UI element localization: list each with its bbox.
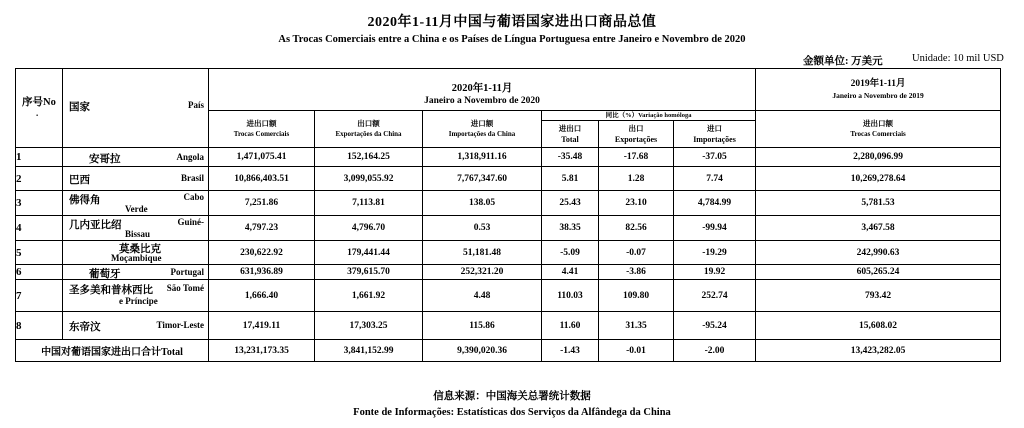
cell-var-exp: 31.35 <box>599 312 674 340</box>
cell-exp: 17,303.25 <box>315 312 423 340</box>
col-total-pt: Trocas Comerciais <box>233 130 290 138</box>
cell-var-exp: 82.56 <box>599 216 674 241</box>
cell-total: 230,622.92 <box>209 241 315 265</box>
unit-label-cn: 金额单位: 万美元 <box>803 56 883 67</box>
cell-total: 10,866,403.51 <box>209 167 315 191</box>
cell-var-exp: -17.68 <box>599 148 674 167</box>
unit-label-pt: Unidade: 10 mil USD <box>912 53 1004 64</box>
row-number: 8 <box>16 312 63 340</box>
row-number: 1 <box>16 148 63 167</box>
country-name-pt: Cabo <box>183 192 204 202</box>
col-var-total-pt: Total <box>561 135 579 144</box>
period-2019-pt: Janeiro a Novembro de 2019 <box>832 91 924 100</box>
country-name-cn: 佛得角 <box>69 195 101 206</box>
col-var-exp-cn: 出口 <box>628 124 644 133</box>
cell-imp: 0.53 <box>423 216 542 241</box>
cell-exp: 1,661.92 <box>315 280 423 312</box>
cell-var-total: -5.09 <box>542 241 599 265</box>
row-number: 6 <box>16 265 63 280</box>
cell-2019: 15,608.02 <box>756 312 1001 340</box>
cell-2019: 793.42 <box>756 280 1001 312</box>
country-name-cn: 几内亚比绍 <box>69 220 122 231</box>
table-row <box>16 280 1001 312</box>
variation-group-header: 同比（%）Variação homóloga <box>605 112 692 119</box>
trade-table <box>15 68 1001 362</box>
row-number: 4 <box>16 216 63 241</box>
country-name-cn: 安哥拉 <box>89 154 121 165</box>
cell-total: 631,936.89 <box>209 265 315 280</box>
col-var-exp-pt: Exportações <box>614 135 658 144</box>
cell-imp: 51,181.48 <box>423 241 542 265</box>
col-exp-cn: 出口额 <box>357 119 380 128</box>
country-name-pt-line2: Verde <box>125 204 148 214</box>
country-name-pt: Timor-Leste <box>156 320 204 330</box>
cell-var-total: 4.41 <box>542 265 599 280</box>
cell-exp: 379,615.70 <box>315 265 423 280</box>
country-name-pt: Guiné- <box>177 217 204 227</box>
cell-2019: 3,467.58 <box>756 216 1001 241</box>
cell-var-imp: -99.94 <box>674 216 756 241</box>
cell-var-imp: -37.05 <box>674 148 756 167</box>
cell-var-exp: 1.28 <box>599 167 674 191</box>
cell-var-imp: -19.29 <box>674 241 756 265</box>
country-name-pt: São Tomé <box>166 283 204 293</box>
cell-var-exp: 23.10 <box>599 191 674 216</box>
cell-var-total: 110.03 <box>542 280 599 312</box>
cell-exp: 3,099,055.92 <box>315 167 423 191</box>
country-name-cn: 莫桑比克 <box>119 244 161 255</box>
country-name-pt: Moçambique <box>111 253 162 263</box>
cell-var-exp: -3.86 <box>599 265 674 280</box>
col-imp-cn: 进口额 <box>470 119 494 128</box>
cell-total: 7,251.86 <box>209 191 315 216</box>
country-name-pt: Portugal <box>170 267 204 277</box>
cell-2019: 242,990.63 <box>756 241 1001 265</box>
cell-var-exp: -0.01 <box>599 340 674 362</box>
cell-exp: 4,796.70 <box>315 216 423 241</box>
table-row <box>16 148 1001 167</box>
page-title: 2020年1-11月中国与葡语国家进出口商品总值 <box>367 15 657 30</box>
row-number: 5 <box>16 241 63 265</box>
cell-total: 4,797.23 <box>209 216 315 241</box>
country-name-cn: 巴西 <box>69 175 90 186</box>
cell-var-imp: 4,784.99 <box>674 191 756 216</box>
cell-var-total: 11.60 <box>542 312 599 340</box>
cell-2019: 605,265.24 <box>756 265 1001 280</box>
cell-exp: 7,113.81 <box>315 191 423 216</box>
cell-2019: 10,269,278.64 <box>756 167 1001 191</box>
cell-exp: 152,164.25 <box>315 148 423 167</box>
country-name-cn: 东帝汶 <box>69 322 101 333</box>
cell-var-total: 5.81 <box>542 167 599 191</box>
cell-imp: 7,767,347.60 <box>423 167 542 191</box>
cell-var-imp: 19.92 <box>674 265 756 280</box>
cell-var-total: 25.43 <box>542 191 599 216</box>
col-imp-pt: Importações da China <box>448 130 516 138</box>
col-exp-pt: Exportações da China <box>335 130 402 138</box>
period-2020-cn: 2020年1-11月 <box>451 83 513 94</box>
seq-header: 序号No <box>22 97 56 108</box>
cell-exp: 179,441.44 <box>315 241 423 265</box>
cell-var-exp: -0.07 <box>599 241 674 265</box>
table-row <box>16 216 1001 241</box>
seq-header-dot: . <box>36 108 39 118</box>
cell-imp: 252,321.20 <box>423 265 542 280</box>
country-name-cn: 圣多美和普林西比 <box>69 285 153 296</box>
period-2020-pt: Janeiro a Novembro de 2020 <box>424 96 540 106</box>
cell-imp: 138.05 <box>423 191 542 216</box>
country-header-cn: 国家 <box>69 102 90 113</box>
cell-imp: 1,318,911.16 <box>423 148 542 167</box>
cell-imp: 9,390,020.36 <box>423 340 542 362</box>
source-note-cn: 信息来源：中国海关总署统计数据 <box>433 391 591 402</box>
country-name-cn: 葡萄牙 <box>89 269 121 280</box>
col-var-total-cn: 进出口 <box>558 124 582 133</box>
cell-var-total: 38.35 <box>542 216 599 241</box>
table-row <box>16 241 1001 265</box>
col-total-cn: 进出口额 <box>246 119 277 128</box>
cell-2019: 13,423,282.05 <box>756 340 1001 362</box>
col-2019-cn: 进出口额 <box>863 119 894 128</box>
cell-var-total: -35.48 <box>542 148 599 167</box>
cell-2019: 5,781.53 <box>756 191 1001 216</box>
source-note-pt: Fonte de Informações: Estatísticas dos Serviços da Alfândega da China <box>353 407 671 418</box>
col-var-imp-pt: Importações <box>693 135 736 144</box>
total-row-label: 中国对葡语国家进出口合计Total <box>16 340 209 362</box>
country-name-pt-line2: e Príncipe <box>119 296 158 306</box>
cell-exp: 3,841,152.99 <box>315 340 423 362</box>
table-row <box>16 167 1001 191</box>
row-number: 3 <box>16 191 63 216</box>
cell-2019: 2,280,096.99 <box>756 148 1001 167</box>
cell-var-imp: -2.00 <box>674 340 756 362</box>
table-row <box>16 191 1001 216</box>
col-2019-pt: Trocas Comerciais <box>850 130 906 138</box>
row-number: 7 <box>16 280 63 312</box>
col-var-imp-cn: 进口 <box>707 124 723 133</box>
table-row <box>16 265 1001 280</box>
country-header-pt: País <box>187 100 204 110</box>
total-row <box>16 340 1001 362</box>
cell-var-total: -1.43 <box>542 340 599 362</box>
country-name-pt: Brasil <box>180 173 204 183</box>
cell-total: 17,419.11 <box>209 312 315 340</box>
cell-total: 1,666.40 <box>209 280 315 312</box>
period-2019-cn: 2019年1-11月 <box>850 79 906 89</box>
table-row <box>16 312 1001 340</box>
page-subtitle: As Trocas Comerciais entre a China e os Países de Língua Portuguesa entre Janeiro e Novembro de 2020 <box>278 34 746 45</box>
cell-var-imp: -95.24 <box>674 312 756 340</box>
cell-total: 1,471,075.41 <box>209 148 315 167</box>
row-number: 2 <box>16 167 63 191</box>
cell-var-imp: 7.74 <box>674 167 756 191</box>
cell-var-exp: 109.80 <box>599 280 674 312</box>
cell-imp: 115.86 <box>423 312 542 340</box>
cell-imp: 4.48 <box>423 280 542 312</box>
country-name-pt-line2: Bissau <box>125 229 151 239</box>
cell-total: 13,231,173.35 <box>209 340 315 362</box>
country-name-pt: Angola <box>176 152 204 162</box>
cell-var-imp: 252.74 <box>674 280 756 312</box>
